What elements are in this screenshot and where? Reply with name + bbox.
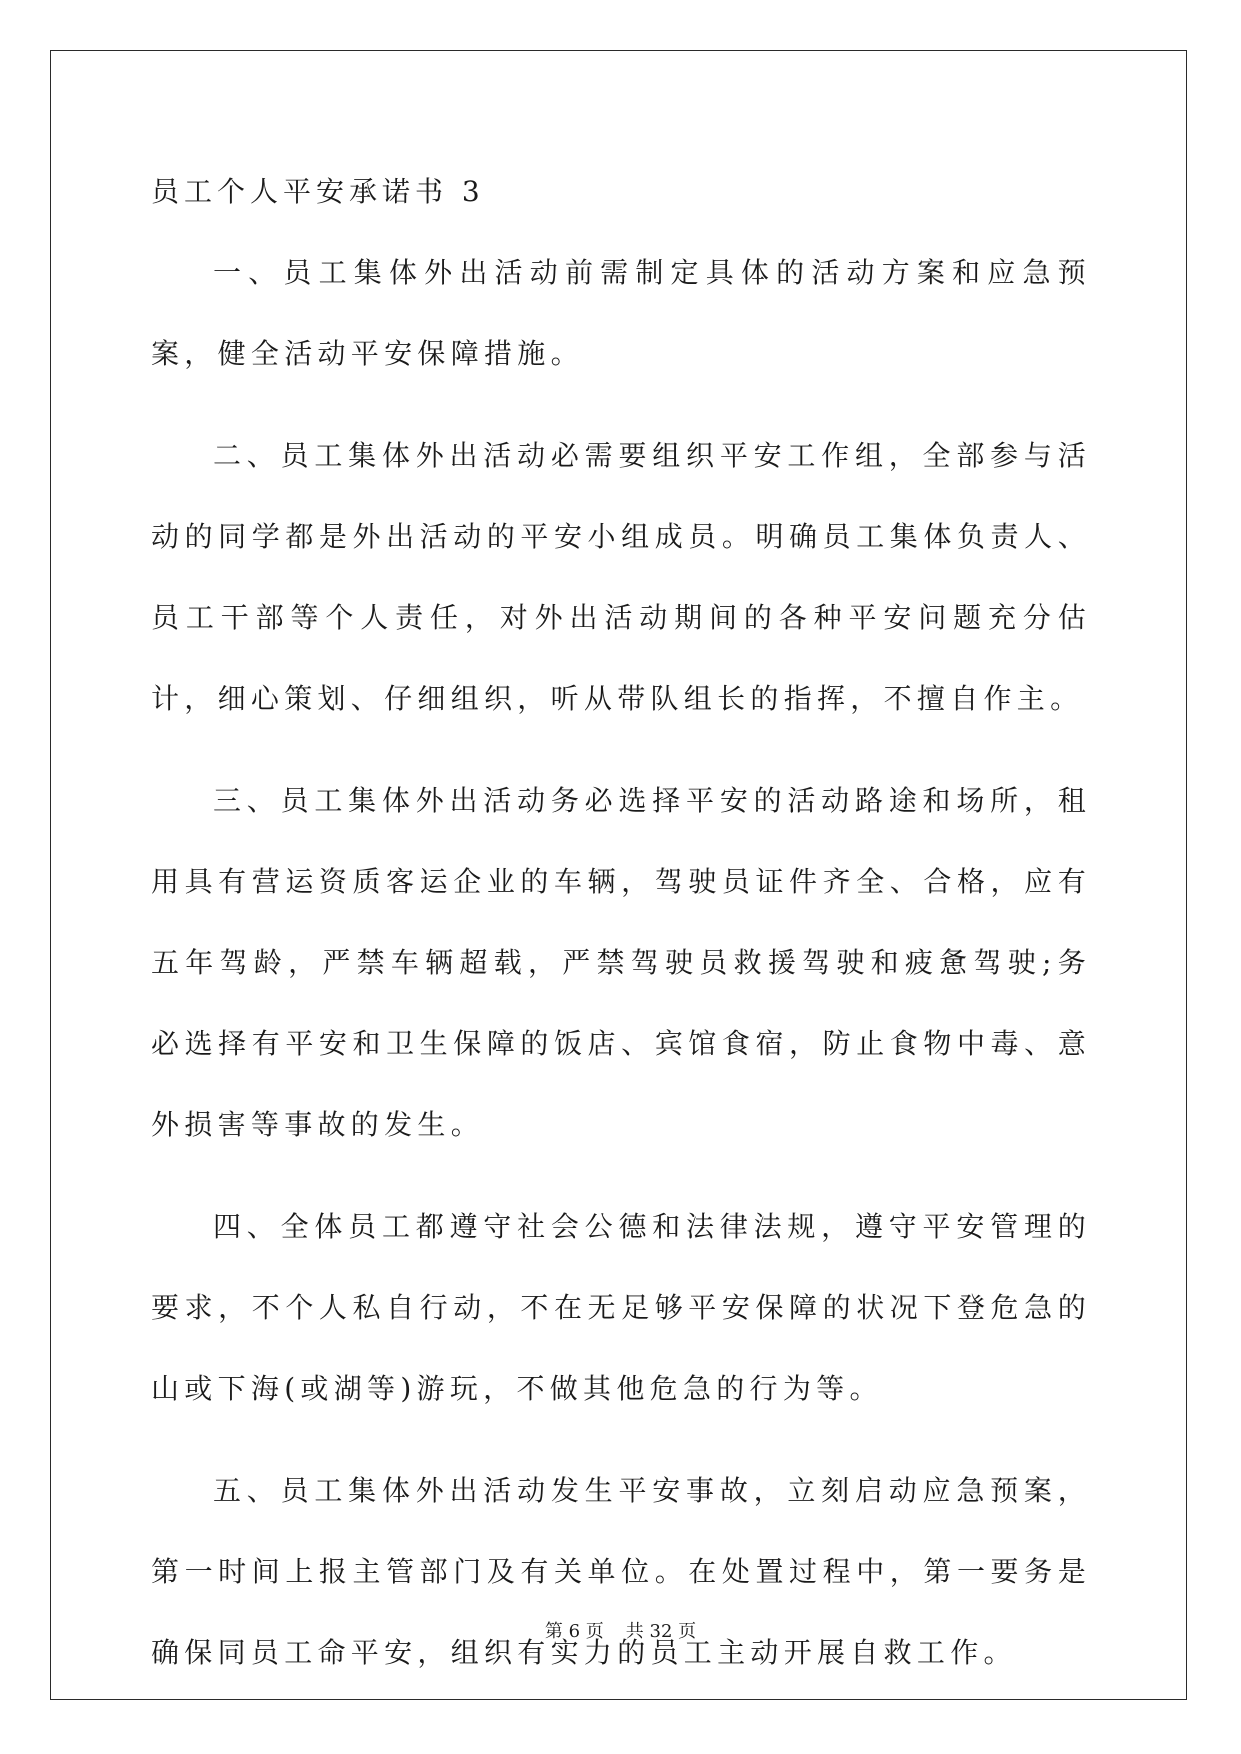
paragraph-1: 一、员工集体外出活动前需制定具体的活动方案和应急预案，健全活动平安保障措施。 (151, 256, 1091, 370)
page-number: 第 6 页 (544, 1621, 604, 1642)
page-total: 共 32 页 (625, 1621, 697, 1642)
paragraph-5: 五、员工集体外出活动发生平安事故，立刻启动应急预案，第一时间上报主管部门及有关单位。在处置过程中，第一要务是确保同员工命平安，组织有实力的员工主动开展自救工作。 (151, 1474, 1091, 1669)
document-body (151, 162, 1091, 1693)
document-title: 员工个人平安承诺书 3 (151, 175, 485, 208)
paragraph-3: 三、员工集体外出活动务必选择平安的活动路途和场所，租用具有营运资质客运企业的车辆，驾驶员证件齐全、合格，应有五年驾龄，严禁车辆超载，严禁驾驶员救援驾驶和疲惫驾驶;务必选择有平安和卫生保障的饭店、宾馆食宿，防止食物中毒、意外损害等事故的发生。 (151, 784, 1091, 1141)
paragraph-4: 四、全体员工都遵守社会公德和法律法规，遵守平安管理的要求，不个人私自行动，不在无足够平安保障的状况下登危急的山或下海(或湖等)游玩，不做其他危急的行为等。 (151, 1210, 1091, 1405)
page-footer (0, 1620, 1241, 1644)
paragraph-2: 二、员工集体外出活动必需要组织平安工作组，全部参与活动的同学都是外出活动的平安小组成员。明确员工集体负责人、员工干部等个人责任，对外出活动期间的各种平安问题充分估计，细心策划、仔细组织，听从带队组长的指挥，不擅自作主。 (151, 439, 1091, 715)
